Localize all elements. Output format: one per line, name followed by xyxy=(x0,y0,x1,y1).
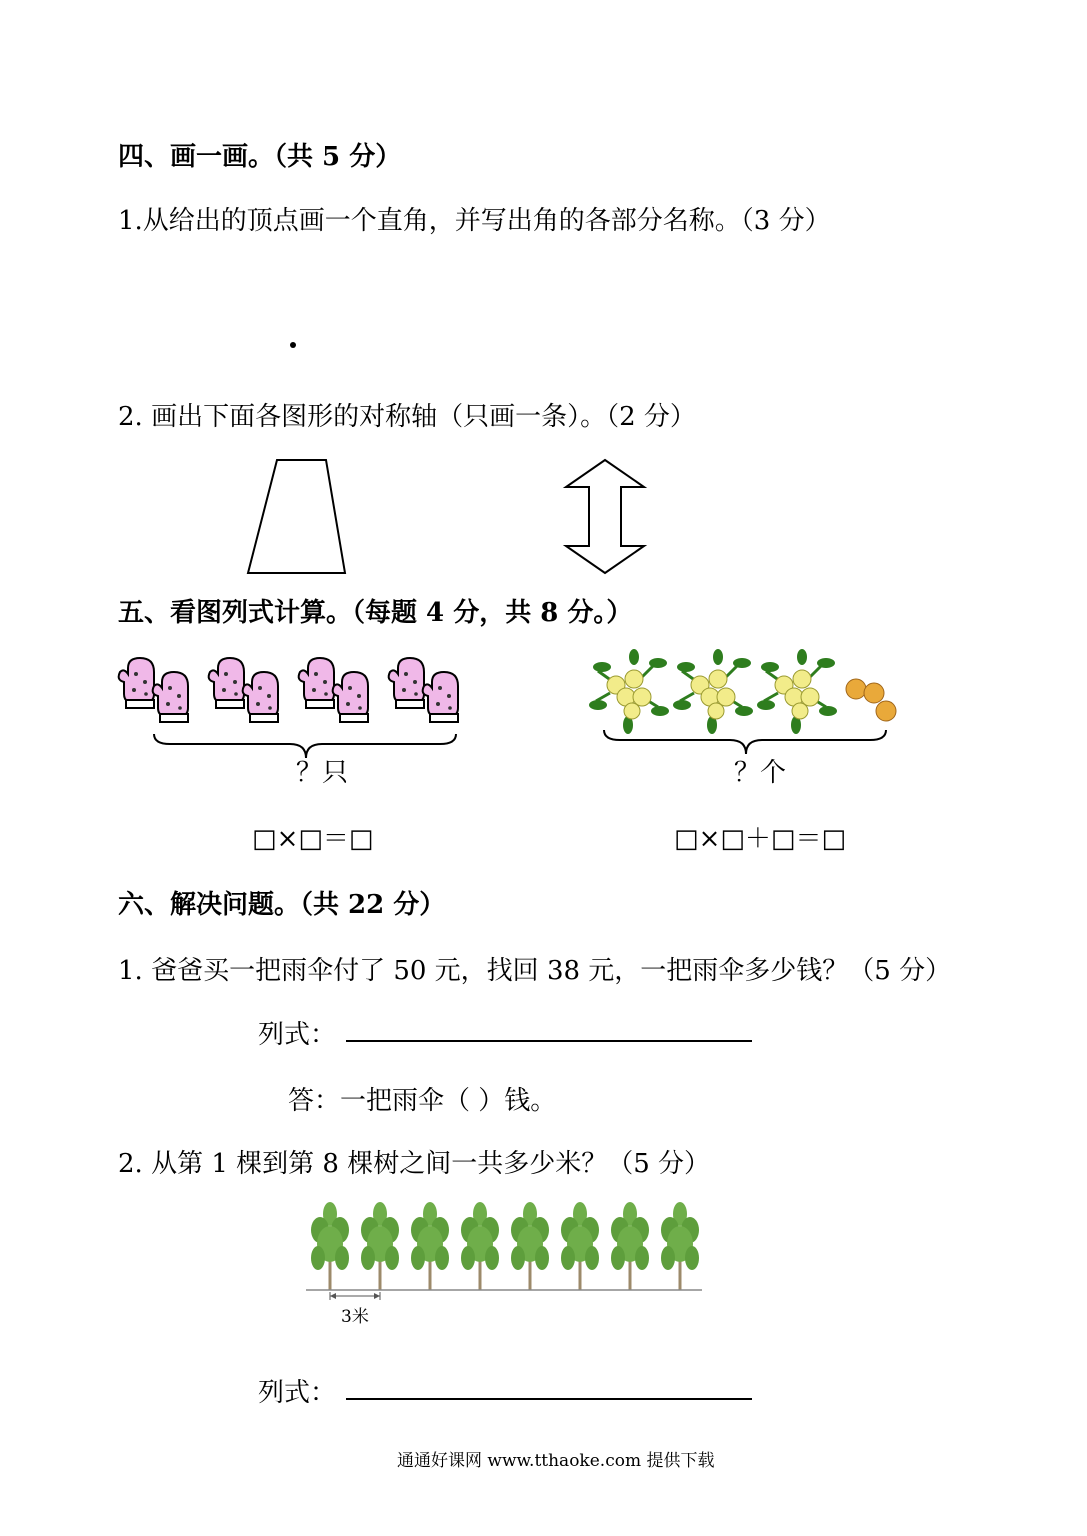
left-question-label: ？只 xyxy=(296,758,349,788)
glove-pair xyxy=(119,658,188,722)
tree xyxy=(511,1202,549,1290)
vertex-dot xyxy=(288,340,298,350)
tree xyxy=(361,1202,399,1290)
tree xyxy=(561,1202,599,1290)
footer-text: 通通好课网 www.tthaoke.com 提供下载 xyxy=(397,1451,715,1471)
left-formula: □×□＝□ xyxy=(252,824,374,854)
q1-formula-label: 列式： xyxy=(258,1020,337,1050)
right-formula: □×□＋□＝□ xyxy=(674,824,847,854)
section4-q2: 2. 画出下面各图形的对称轴（只画一条）。（2 分） xyxy=(118,402,696,432)
loose-oranges xyxy=(846,679,896,721)
q1-answer-sentence: 答：一把雨伞（ ）钱。 xyxy=(288,1086,557,1116)
q1-answer-line[interactable] xyxy=(346,1040,752,1042)
glove-pair xyxy=(209,658,278,722)
fruit-illustration xyxy=(590,645,910,730)
tree xyxy=(311,1202,349,1290)
fruit-bunch xyxy=(673,649,753,734)
q2-formula-label: 列式： xyxy=(258,1378,337,1408)
fruit-bunch xyxy=(589,649,669,734)
section6-heading: 六、解决问题。（共 22 分） xyxy=(118,890,446,920)
tree xyxy=(411,1202,449,1290)
tree xyxy=(611,1202,649,1290)
glove-pair xyxy=(389,658,458,722)
tree xyxy=(661,1202,699,1290)
gap-marker xyxy=(330,1292,380,1300)
tree-gap-label: 3米 xyxy=(341,1307,369,1327)
fruit-bunch xyxy=(757,649,837,734)
double-arrow-figure xyxy=(560,455,655,580)
trapezoid-figure xyxy=(240,455,350,580)
section4-heading: 四、画一画。（共 5 分） xyxy=(118,142,402,172)
gloves-illustration xyxy=(110,650,480,740)
section6-q1: 1. 爸爸买一把雨伞付了 50 元，找回 38 元，一把雨伞多少钱？（5 分） xyxy=(118,956,952,986)
right-question-label: ？个 xyxy=(734,758,787,788)
glove-pair xyxy=(299,658,368,722)
section4-q1: 1.从给出的顶点画一个直角，并写出角的各部分名称。（3 分） xyxy=(118,206,831,236)
tree xyxy=(461,1202,499,1290)
section6-q2: 2. 从第 1 棵到第 8 棵树之间一共多少米？（5 分） xyxy=(118,1149,711,1179)
q2-answer-line[interactable] xyxy=(346,1398,752,1400)
section5-heading: 五、看图列式计算。（每题 4 分，共 8 分。） xyxy=(118,598,633,628)
